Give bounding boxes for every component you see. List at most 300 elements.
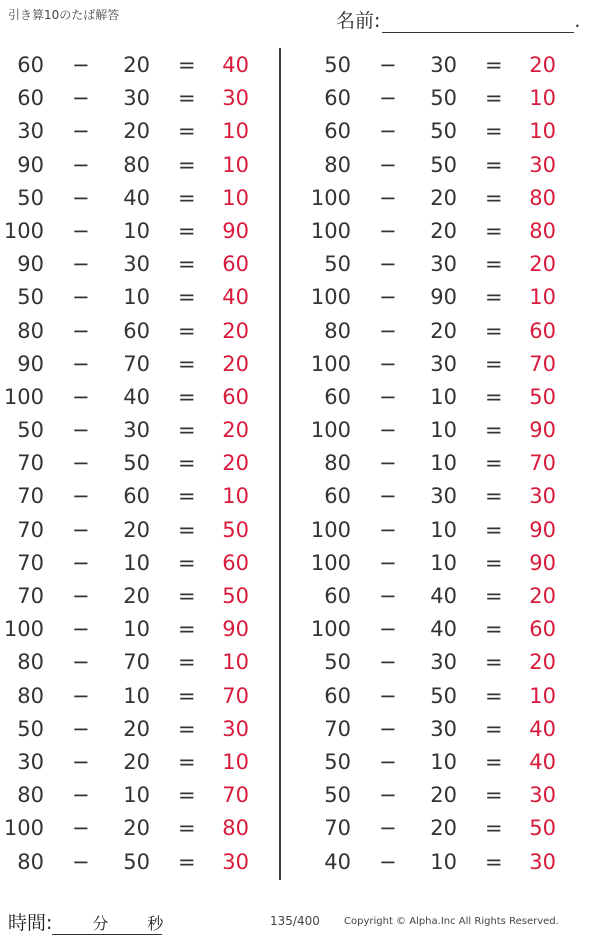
problem-row <box>0 812 260 845</box>
problem-row <box>307 215 567 248</box>
subtrahend: 30 <box>123 252 150 277</box>
answer: 10 <box>222 152 249 177</box>
seconds-label: 秒 <box>147 914 164 933</box>
time-label: 時間: <box>8 912 53 934</box>
problem-row <box>307 315 567 348</box>
minus-sign: − <box>379 384 397 409</box>
answer: 30 <box>529 152 556 177</box>
minus-sign: − <box>72 86 90 111</box>
problem-row <box>0 414 260 447</box>
subtrahend: 50 <box>123 849 150 874</box>
minus-sign: − <box>72 749 90 774</box>
minuend: 80 <box>324 451 351 476</box>
equals-sign: = <box>178 749 196 774</box>
problem-row <box>307 348 567 381</box>
problem-row <box>307 248 567 281</box>
minus-sign: − <box>72 285 90 310</box>
equals-sign: = <box>178 617 196 642</box>
answer: 30 <box>222 716 249 741</box>
copyright-notice: Copyright © Alpha.Inc All Rights Reserved. <box>344 916 559 927</box>
equals-sign: = <box>485 285 503 310</box>
minus-sign: − <box>379 119 397 144</box>
name-label: 名前: <box>336 10 381 32</box>
subtrahend: 10 <box>123 550 150 575</box>
minuend: 80 <box>324 318 351 343</box>
equals-sign: = <box>178 351 196 376</box>
column-divider <box>279 48 281 880</box>
problem-row <box>0 248 260 281</box>
answer: 90 <box>529 550 556 575</box>
answer: 50 <box>222 517 249 542</box>
problem-row <box>0 480 260 513</box>
minus-sign: − <box>379 816 397 841</box>
equals-sign: = <box>485 318 503 343</box>
minuend: 90 <box>17 152 44 177</box>
answer: 20 <box>222 351 249 376</box>
equals-sign: = <box>485 650 503 675</box>
minus-sign: − <box>379 617 397 642</box>
answer: 80 <box>529 185 556 210</box>
answer: 10 <box>529 119 556 144</box>
subtrahend: 30 <box>430 351 457 376</box>
equals-sign: = <box>485 849 503 874</box>
equals-sign: = <box>178 584 196 608</box>
answer: 40 <box>529 749 556 774</box>
page-number: 135/400 <box>270 914 320 928</box>
minuend: 70 <box>17 550 44 575</box>
equals-sign: = <box>485 152 503 177</box>
minus-sign: − <box>379 716 397 741</box>
minuend: 30 <box>17 119 44 144</box>
minus-sign: − <box>72 119 90 144</box>
problem-row <box>0 215 260 248</box>
minuend: 40 <box>324 849 351 874</box>
minus-sign: − <box>72 816 90 841</box>
subtrahend: 10 <box>430 384 457 409</box>
minuend: 100 <box>3 384 44 409</box>
equals-sign: = <box>178 53 196 77</box>
minuend: 60 <box>324 683 351 708</box>
minus-sign: − <box>379 252 397 277</box>
answer: 30 <box>222 849 249 874</box>
equals-sign: = <box>485 252 503 277</box>
equals-sign: = <box>178 650 196 675</box>
subtrahend: 30 <box>430 716 457 741</box>
equals-sign: = <box>485 550 503 575</box>
problem-row <box>307 82 567 115</box>
subtrahend: 10 <box>430 451 457 476</box>
equals-sign: = <box>485 484 503 509</box>
minus-sign: − <box>72 451 90 476</box>
answer: 10 <box>222 484 249 509</box>
answer: 80 <box>529 218 556 243</box>
minuend: 100 <box>3 617 44 642</box>
subtrahend: 90 <box>430 285 457 310</box>
minutes-label: 分 <box>92 914 109 933</box>
answer: 10 <box>222 650 249 675</box>
equals-sign: = <box>178 716 196 741</box>
minus-sign: − <box>379 550 397 575</box>
minus-sign: − <box>379 218 397 243</box>
minuend: 100 <box>310 351 351 376</box>
subtrahend: 50 <box>430 152 457 177</box>
answer: 70 <box>222 783 249 808</box>
problem-row <box>0 680 260 713</box>
minuend: 60 <box>17 53 44 77</box>
time-blank-line <box>52 912 162 935</box>
subtrahend: 10 <box>123 783 150 808</box>
problem-row <box>307 812 567 845</box>
equals-sign: = <box>485 384 503 409</box>
minus-sign: − <box>72 550 90 575</box>
equals-sign: = <box>485 185 503 210</box>
subtrahend: 80 <box>123 152 150 177</box>
minuend: 90 <box>17 252 44 277</box>
minuend: 60 <box>17 86 44 111</box>
answer: 20 <box>529 53 556 77</box>
minus-sign: − <box>72 318 90 343</box>
minuend: 100 <box>3 218 44 243</box>
minuend: 50 <box>17 285 44 310</box>
minus-sign: − <box>379 351 397 376</box>
equals-sign: = <box>178 550 196 575</box>
answer: 50 <box>529 384 556 409</box>
minuend: 100 <box>310 550 351 575</box>
equals-sign: = <box>485 418 503 443</box>
name-blank-line <box>382 13 574 33</box>
minus-sign: − <box>379 484 397 509</box>
minus-sign: − <box>379 451 397 476</box>
minus-sign: − <box>379 318 397 343</box>
subtrahend: 30 <box>430 650 457 675</box>
answer: 80 <box>222 816 249 841</box>
minus-sign: − <box>379 584 397 608</box>
minuend: 80 <box>324 152 351 177</box>
minuend: 80 <box>17 849 44 874</box>
subtrahend: 20 <box>123 119 150 144</box>
minuend: 100 <box>310 418 351 443</box>
equals-sign: = <box>178 849 196 874</box>
answer: 40 <box>222 53 249 77</box>
answer: 70 <box>529 451 556 476</box>
time-field <box>8 908 162 935</box>
answer: 40 <box>222 285 249 310</box>
minus-sign: − <box>72 152 90 177</box>
name-field <box>336 6 580 33</box>
equals-sign: = <box>485 53 503 77</box>
minus-sign: − <box>379 849 397 874</box>
equals-sign: = <box>485 749 503 774</box>
subtrahend: 20 <box>430 816 457 841</box>
problem-row <box>0 149 260 182</box>
subtrahend: 30 <box>430 484 457 509</box>
subtrahend: 70 <box>123 650 150 675</box>
problem-row <box>307 547 567 580</box>
problem-row <box>307 49 567 82</box>
minuend: 70 <box>324 716 351 741</box>
answer: 50 <box>529 816 556 841</box>
minuend: 60 <box>324 119 351 144</box>
minus-sign: − <box>72 650 90 675</box>
problem-row <box>0 49 260 82</box>
answer: 90 <box>222 617 249 642</box>
subtrahend: 40 <box>123 185 150 210</box>
answer: 10 <box>529 285 556 310</box>
subtrahend: 30 <box>430 53 457 77</box>
answer: 30 <box>529 849 556 874</box>
minus-sign: − <box>379 517 397 542</box>
equals-sign: = <box>485 451 503 476</box>
minus-sign: − <box>72 517 90 542</box>
problem-row <box>307 713 567 746</box>
minus-sign: − <box>72 351 90 376</box>
answer: 60 <box>222 550 249 575</box>
equals-sign: = <box>178 119 196 144</box>
equals-sign: = <box>178 816 196 841</box>
problem-row <box>307 680 567 713</box>
problem-row <box>307 149 567 182</box>
equals-sign: = <box>178 517 196 542</box>
answer: 20 <box>222 318 249 343</box>
minus-sign: − <box>72 418 90 443</box>
problem-row <box>307 182 567 215</box>
subtrahend: 40 <box>430 584 457 608</box>
subtrahend: 20 <box>123 749 150 774</box>
minus-sign: − <box>379 285 397 310</box>
problem-row <box>0 348 260 381</box>
problem-row <box>0 281 260 314</box>
answer: 30 <box>529 484 556 509</box>
minus-sign: − <box>72 683 90 708</box>
problem-row <box>307 480 567 513</box>
minuend: 50 <box>17 716 44 741</box>
problem-row <box>0 713 260 746</box>
minuend: 100 <box>310 517 351 542</box>
minuend: 100 <box>310 617 351 642</box>
equals-sign: = <box>178 185 196 210</box>
subtrahend: 20 <box>430 185 457 210</box>
minuend: 50 <box>324 783 351 808</box>
equals-sign: = <box>485 584 503 608</box>
problem-row <box>0 315 260 348</box>
equals-sign: = <box>178 384 196 409</box>
subtrahend: 20 <box>123 517 150 542</box>
minus-sign: − <box>72 716 90 741</box>
minus-sign: − <box>379 418 397 443</box>
subtrahend: 60 <box>123 318 150 343</box>
subtrahend: 10 <box>123 218 150 243</box>
minuend: 60 <box>324 584 351 608</box>
subtrahend: 30 <box>123 86 150 111</box>
minus-sign: − <box>379 650 397 675</box>
equals-sign: = <box>178 86 196 111</box>
minuend: 50 <box>324 53 351 77</box>
equals-sign: = <box>178 285 196 310</box>
minus-sign: − <box>379 783 397 808</box>
equals-sign: = <box>485 683 503 708</box>
subtrahend: 10 <box>430 517 457 542</box>
equals-sign: = <box>485 617 503 642</box>
equals-sign: = <box>178 451 196 476</box>
problem-row <box>0 82 260 115</box>
minuend: 100 <box>310 285 351 310</box>
minus-sign: − <box>379 86 397 111</box>
problem-row <box>0 514 260 547</box>
minuend: 60 <box>324 86 351 111</box>
left-problem-column <box>0 49 260 879</box>
name-end-dot: . <box>574 10 581 32</box>
answer: 90 <box>222 218 249 243</box>
answer: 60 <box>222 384 249 409</box>
problem-row <box>307 746 567 779</box>
minus-sign: − <box>379 749 397 774</box>
subtrahend: 10 <box>430 749 457 774</box>
minuend: 50 <box>324 252 351 277</box>
subtrahend: 50 <box>430 86 457 111</box>
equals-sign: = <box>178 683 196 708</box>
subtrahend: 10 <box>123 617 150 642</box>
subtrahend: 20 <box>123 53 150 77</box>
subtrahend: 50 <box>430 683 457 708</box>
answer: 50 <box>222 584 249 608</box>
subtrahend: 20 <box>430 318 457 343</box>
problem-row <box>0 613 260 646</box>
equals-sign: = <box>178 252 196 277</box>
answer: 20 <box>529 650 556 675</box>
subtrahend: 30 <box>123 418 150 443</box>
answer: 70 <box>222 683 249 708</box>
minuend: 100 <box>3 816 44 841</box>
answer: 10 <box>529 683 556 708</box>
subtrahend: 50 <box>430 119 457 144</box>
equals-sign: = <box>178 783 196 808</box>
minuend: 100 <box>310 185 351 210</box>
answer: 60 <box>529 318 556 343</box>
minuend: 90 <box>17 351 44 376</box>
minuend: 70 <box>324 816 351 841</box>
equals-sign: = <box>178 218 196 243</box>
problem-row <box>0 779 260 812</box>
minus-sign: − <box>72 252 90 277</box>
subtrahend: 20 <box>430 783 457 808</box>
subtrahend: 60 <box>123 484 150 509</box>
equals-sign: = <box>178 318 196 343</box>
minuend: 60 <box>324 384 351 409</box>
minuend: 80 <box>17 683 44 708</box>
problem-row <box>0 646 260 679</box>
answer: 10 <box>222 749 249 774</box>
minus-sign: − <box>72 783 90 808</box>
minuend: 30 <box>17 749 44 774</box>
problem-row <box>0 547 260 580</box>
problem-row <box>307 414 567 447</box>
subtrahend: 20 <box>123 584 150 608</box>
problem-row <box>307 115 567 148</box>
minus-sign: − <box>379 152 397 177</box>
minuend: 70 <box>17 451 44 476</box>
subtrahend: 40 <box>123 384 150 409</box>
minuend: 50 <box>324 650 351 675</box>
subtrahend: 20 <box>123 716 150 741</box>
answer: 60 <box>529 617 556 642</box>
answer: 20 <box>222 451 249 476</box>
minus-sign: − <box>72 617 90 642</box>
minus-sign: − <box>72 484 90 509</box>
answer: 10 <box>529 86 556 111</box>
problem-row <box>307 281 567 314</box>
problem-row <box>307 646 567 679</box>
problem-row <box>307 613 567 646</box>
answer: 90 <box>529 418 556 443</box>
subtrahend: 10 <box>123 285 150 310</box>
problem-row <box>0 447 260 480</box>
subtrahend: 20 <box>123 816 150 841</box>
equals-sign: = <box>178 152 196 177</box>
minus-sign: − <box>72 849 90 874</box>
equals-sign: = <box>178 484 196 509</box>
minuend: 100 <box>310 218 351 243</box>
minuend: 70 <box>17 584 44 608</box>
right-problem-column <box>307 49 567 879</box>
answer: 10 <box>222 119 249 144</box>
minuend: 50 <box>17 418 44 443</box>
problem-row <box>307 779 567 812</box>
answer: 20 <box>222 418 249 443</box>
minuend: 80 <box>17 783 44 808</box>
minus-sign: − <box>72 185 90 210</box>
problem-row <box>307 514 567 547</box>
minus-sign: − <box>72 584 90 608</box>
answer: 70 <box>529 351 556 376</box>
minuend: 70 <box>17 484 44 509</box>
minus-sign: − <box>72 384 90 409</box>
problem-row <box>0 580 260 613</box>
minuend: 50 <box>324 749 351 774</box>
minuend: 80 <box>17 318 44 343</box>
minuend: 50 <box>17 185 44 210</box>
answer: 10 <box>222 185 249 210</box>
subtrahend: 30 <box>430 252 457 277</box>
problem-row <box>0 746 260 779</box>
problem-row <box>307 447 567 480</box>
minuend: 80 <box>17 650 44 675</box>
minus-sign: − <box>379 185 397 210</box>
equals-sign: = <box>485 517 503 542</box>
answer: 20 <box>529 584 556 608</box>
subtrahend: 10 <box>430 849 457 874</box>
answer: 30 <box>529 783 556 808</box>
problem-row <box>307 381 567 414</box>
subtrahend: 70 <box>123 351 150 376</box>
equals-sign: = <box>178 418 196 443</box>
minus-sign: − <box>72 53 90 77</box>
equals-sign: = <box>485 783 503 808</box>
minuend: 70 <box>17 517 44 542</box>
equals-sign: = <box>485 119 503 144</box>
minuend: 60 <box>324 484 351 509</box>
answer: 30 <box>222 86 249 111</box>
minus-sign: − <box>379 683 397 708</box>
problem-row <box>0 381 260 414</box>
equals-sign: = <box>485 716 503 741</box>
problem-row <box>307 846 567 879</box>
equals-sign: = <box>485 816 503 841</box>
answer: 20 <box>529 252 556 277</box>
answer: 90 <box>529 517 556 542</box>
subtrahend: 10 <box>123 683 150 708</box>
problem-row <box>0 115 260 148</box>
equals-sign: = <box>485 218 503 243</box>
